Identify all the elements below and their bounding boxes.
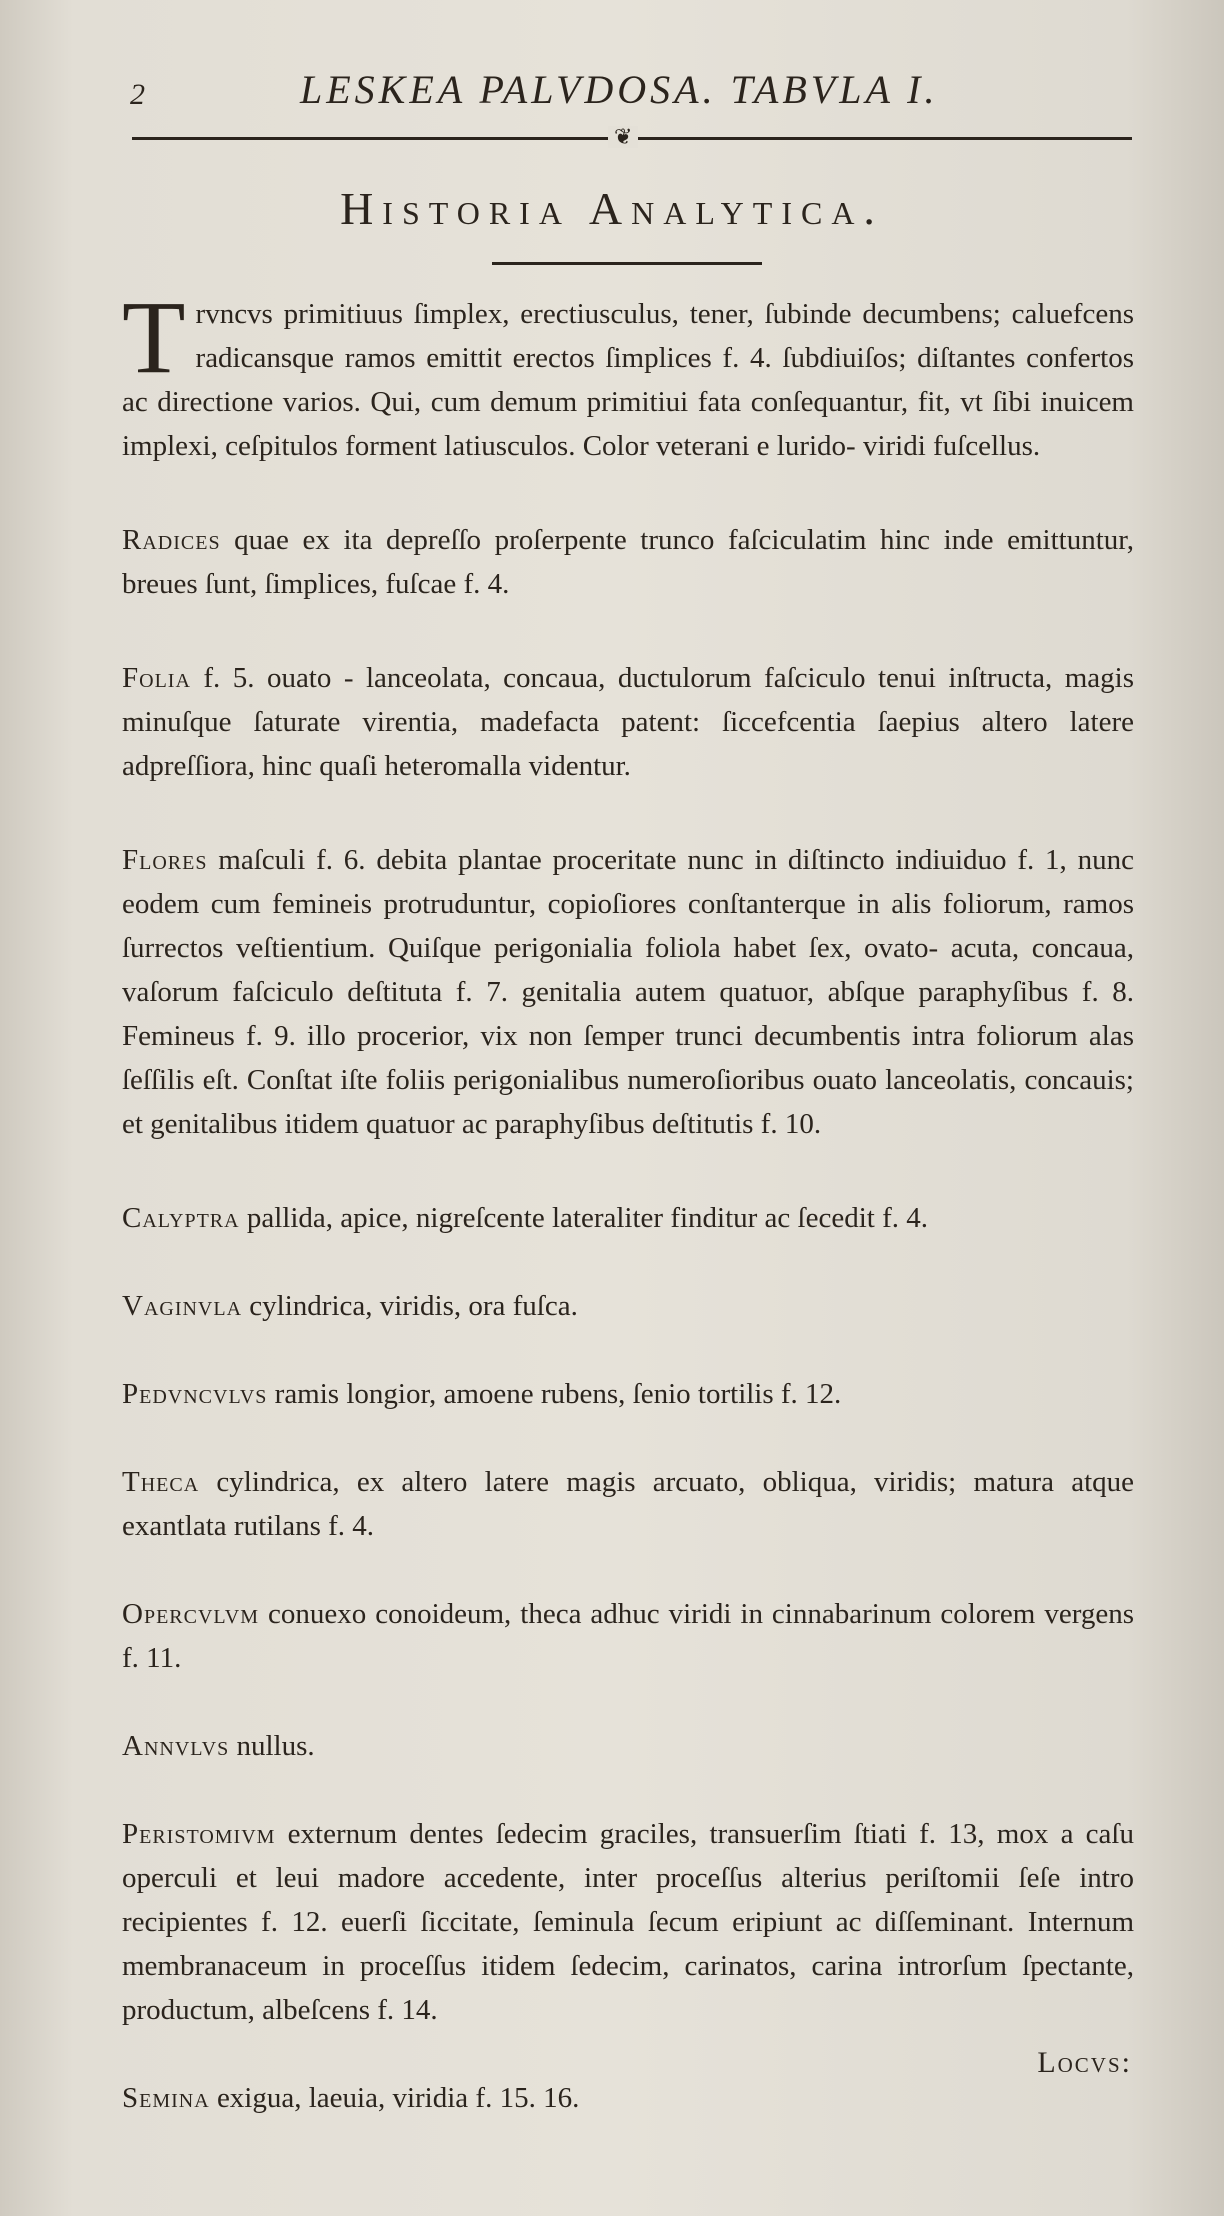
paragraph-radices: [122, 518, 1134, 606]
paragraph-lead: Vaginvla: [122, 1290, 243, 1322]
ornament-icon: ❦: [608, 126, 638, 148]
section-title: Historia Analytica.: [340, 183, 884, 234]
paragraph-lead: Theca: [122, 1466, 200, 1498]
drop-cap: T: [122, 280, 186, 395]
paragraph-text: ramis longior, amoene rubens, ſenio tortilis f. 12.: [267, 1378, 842, 1410]
paragraph-text: exigua, laeuia, viridia f. 15. 16.: [209, 2082, 580, 2114]
paragraph-flores: [122, 838, 1134, 1146]
ornamental-rule: [132, 124, 1132, 149]
paragraph-lead: Folia: [122, 662, 191, 694]
paragraph-folia: [122, 656, 1134, 788]
body-text: [122, 280, 1134, 2120]
paragraph-lead: Annvlvs: [122, 1730, 230, 1762]
paragraph-text: cylindrica, ex altero latere magis arcuato, obliqua, viridis; matura atque exantlata rutilans f. 4.: [122, 1466, 1134, 1542]
page-number: 2: [130, 78, 145, 111]
paragraph-vaginula: [122, 1284, 1134, 1328]
paragraph-lead: Opercvlvm: [122, 1598, 260, 1630]
paragraph-lead: Radices: [122, 524, 221, 556]
catchword: Locvs:: [1037, 2046, 1132, 2079]
title-underline: [492, 262, 762, 265]
paragraph-text: conuexo conoideum, theca adhuc viridi in cinnabarinum colorem vergens f. 11.: [122, 1598, 1134, 1674]
paragraph-lead: Flores: [122, 844, 208, 876]
paragraph-text: rvncvs primitiuus ſimplex, erectiusculus, tener, ſubinde decumbens; caluefcens radicansque ramos emittit erectos ſimplices f. 4. ſubdiuiſos; diſtantes confertos ac directione varios. Qui, cum demum primitiui fata conſequantur, fit, vt ſibi inuicem implexi, ceſpitulos forment latiusculos. Color veterani e lurido- viridi fuſcellus.: [122, 298, 1134, 462]
paragraph-semina: [122, 2076, 1134, 2120]
paragraph-text: nullus.: [229, 1730, 315, 1762]
paragraph-annulus: [122, 1724, 1134, 1768]
paragraph-text: cylindrica, viridis, ora fuſca.: [242, 1290, 578, 1322]
paragraph-text: quae ex ita depreſſo proſerpente trunco faſciculatim hinc inde emittuntur, breues ſunt, ſimplices, fuſcae f. 4.: [122, 524, 1134, 600]
running-head: LESKEA PALVDOSA. TABVLA I.: [300, 67, 939, 112]
paragraph-theca: [122, 1460, 1134, 1548]
paragraph-pedunculus: [122, 1372, 1134, 1416]
paragraph-text: f. 5. ouato - lanceolata, concaua, ductulorum faſciculo tenui inſtructa, magis minuſque ſaturate virentia, madefacta patent: ſiccefcentia ſaepius altero latere adpreſſiora, hinc quaſi heteromalla videntur.: [122, 662, 1134, 782]
paragraph-calyptra: [122, 1196, 1134, 1240]
paragraph-lead: Semina: [122, 2082, 210, 2114]
paragraph-lead: Pedvncvlvs: [122, 1378, 268, 1410]
paragraph-text: pallida, apice, nigreſcente lateraliter finditur ac ſecedit f. 4.: [239, 1202, 928, 1234]
paragraph-lead: Calyptra: [122, 1202, 240, 1234]
paragraph-lead: Peristomivm: [122, 1818, 276, 1850]
paragraph-peristomium: [122, 1812, 1134, 2032]
paragraph-text: maſculi f. 6. debita plantae proceritate nunc in diſtincto indiuiduo f. 1, nunc eodem cum femineis protruduntur, copioſiores conſtanterque in alis foliorum, ramos ſurrectos veſtientium. Quiſque perigonialia foliola habet ſex, ovato- acuta, concaua, vaſorum faſciculo deſtituta f. 7. genitalia autem quatuor, abſque paraphyſibus f. 8. Femineus f. 9. illo procerior, vix non ſemper trunci decumbentis intra foliorum alas ſeſſilis eſt. Conſtat iſte foliis perigonialibus numeroſioribus ouato lanceolatis, concauis; et genitalibus itidem quatuor ac paraphyſibus deſtitutis f. 10.: [122, 844, 1134, 1140]
paragraph-truncus: [122, 280, 1134, 468]
paragraph-operculum: [122, 1592, 1134, 1680]
paragraph-text: externum dentes ſedecim graciles, transuerſim ſtiati f. 13, mox a caſu operculi et leui madore accedente, inter proceſſus alterius periſtomii ſeſe intro recipientes f. 12. euerſi ſiccitate, ſeminula ſecum eripiunt ac diſſeminant. Internum membranaceum in proceſſus itidem ſedecim, carinatos, carina introrſum ſpectante, productum, albeſcens f. 14.: [122, 1818, 1134, 2026]
